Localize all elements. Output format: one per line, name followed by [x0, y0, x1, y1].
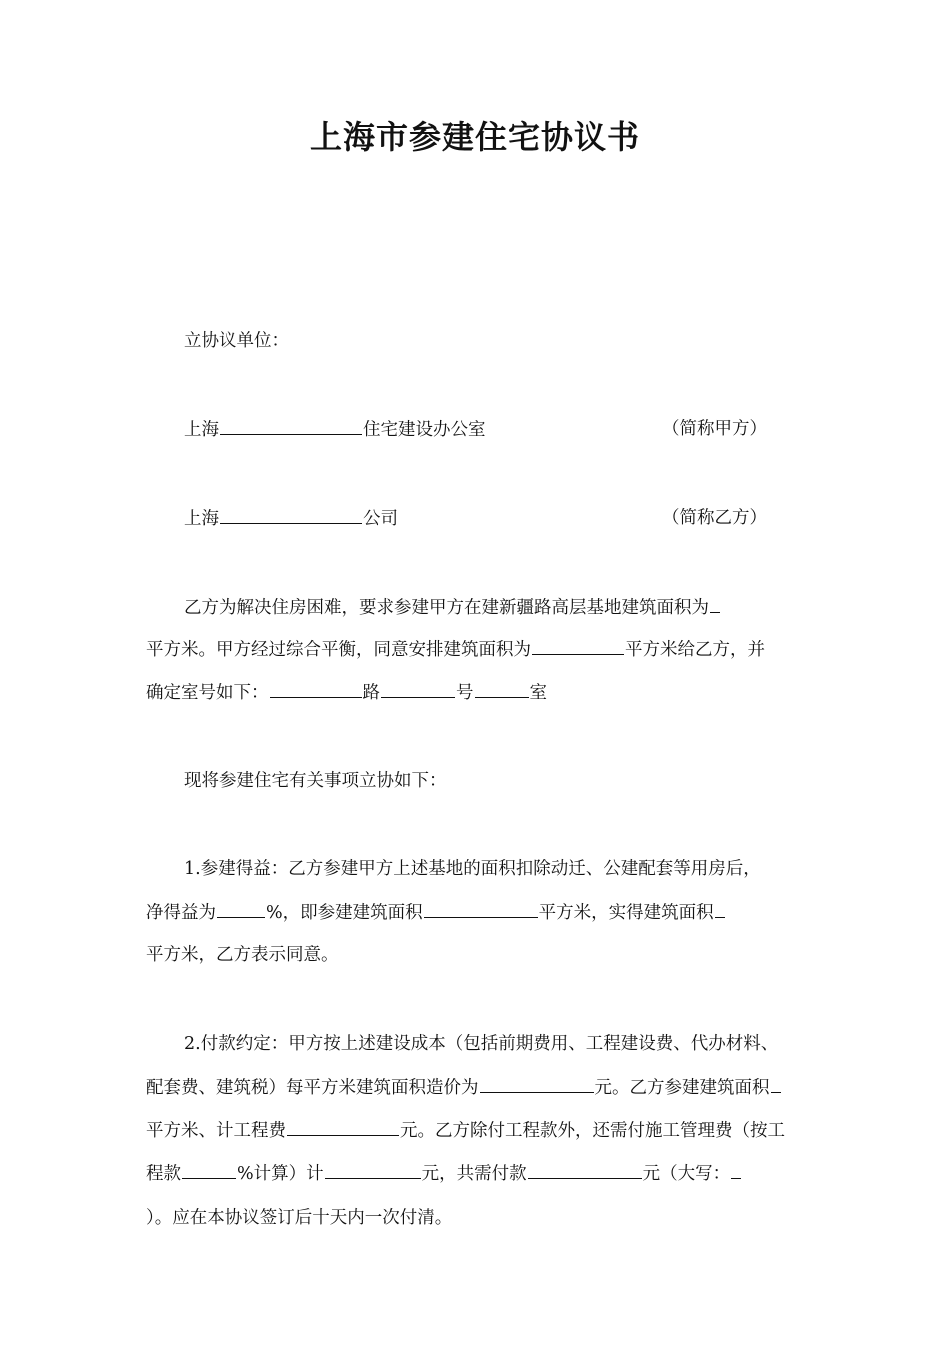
clause-2-blank-uppercase [731, 1160, 741, 1179]
party-b-alias: （简称乙方） [662, 508, 767, 528]
clause-1-blank-area [424, 899, 538, 918]
party-b-prefix: 上海 [184, 509, 219, 529]
clause-2-text-4b: %计算）计 [237, 1164, 324, 1184]
intro-text-number: 号 [456, 683, 474, 703]
clause-2-text-2b: 元。乙方参建建筑面积 [594, 1078, 770, 1098]
clause-2-blank-engineering-fee [287, 1117, 399, 1136]
intro-blank-area [710, 594, 720, 613]
party-a-prefix: 上海 [184, 420, 219, 440]
clause-2-blank-area [771, 1074, 781, 1093]
intro-text-2b: 平方米给乙方，并 [625, 640, 765, 660]
intro-line-2 [146, 636, 765, 663]
party-a-alias: （简称甲方） [662, 419, 767, 439]
clause-2-line-4 [146, 1160, 742, 1187]
party-b-line [184, 505, 398, 532]
intro-text-road: 路 [362, 683, 380, 703]
clause-2-text-4d: 元（大写： [642, 1164, 731, 1184]
clause-2-line-3 [146, 1117, 785, 1144]
clause-2-text-4a: 程款 [146, 1164, 181, 1184]
clause-2-text-3b: 元。乙方除付工程款外，还需付施工管理费（按工 [400, 1121, 785, 1141]
clause-1-blank-actual-area [715, 899, 725, 918]
intro-blank-road [270, 679, 362, 698]
clause-1-text-2c: 平方米，实得建筑面积 [538, 903, 714, 923]
clause-2-blank-percent [182, 1160, 236, 1179]
clause-2-blank-unit-price [480, 1074, 594, 1093]
clause-1-text-2a: 净得益为 [146, 903, 216, 923]
clause-2-line-1: 2.付款约定：甲方按上述建设成本（包括前期费用、工程建设费、代办材料、 [184, 1034, 779, 1054]
intro-line-3 [146, 679, 547, 706]
intro-text-1: 乙方为解决住房困难，要求参建甲方在建新疆路高层基地建筑面积为 [184, 598, 709, 618]
clause-2-blank-total [528, 1160, 642, 1179]
clause-2-text-4c: 元，共需付款 [421, 1164, 527, 1184]
clause-2-blank-management-fee [325, 1160, 421, 1179]
party-b-blank [220, 505, 362, 524]
clause-1-line-2 [146, 899, 726, 926]
parties-heading: 立协议单位： [184, 331, 289, 351]
matters-heading: 现将参建住宅有关事项立协如下： [184, 771, 447, 791]
party-a-line [184, 416, 486, 443]
clause-2-text-2a: 配套费、建筑税）每平方米建筑面积造价为 [146, 1078, 479, 1098]
intro-line-1 [184, 594, 721, 621]
clause-1-text-2b: %，即参建建筑面积 [266, 903, 423, 923]
clause-1-line-1: 1.参建得益：乙方参建甲方上述基地的面积扣除动迁、公建配套等用房后， [184, 859, 761, 879]
party-a-blank [220, 416, 362, 435]
clause-2-text-3a: 平方米、计工程费 [146, 1121, 286, 1141]
party-b-suffix: 公司 [363, 509, 398, 529]
intro-text-room: 室 [529, 683, 547, 703]
intro-text-2a: 平方米。甲方经过综合平衡，同意安排建筑面积为 [146, 640, 531, 660]
intro-text-3a: 确定室号如下： [146, 683, 269, 703]
intro-blank-number [381, 679, 455, 698]
party-a-suffix: 住宅建设办公室 [363, 420, 486, 440]
clause-2-line-5: ）。应在本协议签订后十天内一次付清。 [146, 1208, 453, 1228]
document-title: 上海市参建住宅协议书 [309, 118, 640, 156]
intro-blank-room [475, 679, 529, 698]
clause-2-line-2 [146, 1074, 782, 1101]
intro-blank-allocated-area [532, 636, 624, 655]
clause-1-line-3: 平方米，乙方表示同意。 [146, 945, 339, 965]
clause-1-blank-percent [217, 899, 265, 918]
